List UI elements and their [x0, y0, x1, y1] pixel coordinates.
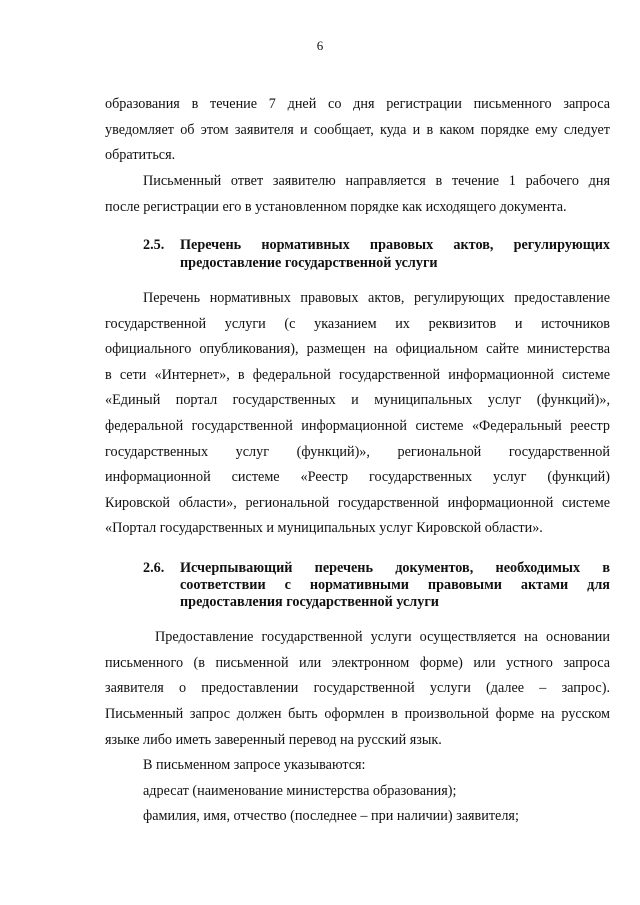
paragraph-line: государственной услуги (с указанием их реквизитов и источников [105, 316, 610, 332]
paragraph-line: заявителя о предоставлении государственной услуги (далее – запрос). [105, 680, 610, 696]
paragraph-line: Перечень нормативных правовых актов, регулирующих предоставление [143, 290, 610, 306]
paragraph-line: Письменный запрос должен быть оформлен в произвольной форме на русском [105, 706, 610, 722]
paragraph-line: информационной системе «Реестр государственных услуг (функций) [105, 469, 610, 485]
section-title: Перечень нормативных правовых актов, регулирующих [180, 237, 610, 253]
paragraph-line: Предоставление государственной услуги осуществляется на основании [155, 629, 610, 645]
paragraph-line: языке либо иметь заверенный перевод на русский язык. [105, 732, 442, 748]
list-item: адресат (наименование министерства образования); [143, 783, 457, 799]
paragraph-line: Кировской области», региональной государственной информационной системе [105, 495, 610, 511]
paragraph-line: уведомляет об этом заявителя и сообщает, куда и в каком порядке ему следует [105, 122, 610, 138]
paragraph-line: письменного (в письменной или электронном форме) или устного запроса [105, 655, 610, 671]
paragraph-line: В письменном запросе указываются: [143, 757, 366, 773]
paragraph-line: Письменный ответ заявителю направляется в течение 1 рабочего дня [143, 173, 610, 189]
paragraph-line: после регистрации его в установленном порядке как исходящего документа. [105, 199, 567, 215]
section-title: соответствии с нормативными правовыми актами для [180, 577, 610, 593]
list-item: фамилия, имя, отчество (последнее – при наличии) заявителя; [143, 808, 519, 824]
section-title: Исчерпывающий перечень документов, необходимых в [180, 560, 610, 576]
paragraph-line: образования в течение 7 дней со дня регистрации письменного запроса [105, 96, 610, 112]
paragraph-line: в сети «Интернет», в федеральной государственной информационной системе [105, 367, 610, 383]
paragraph-line: официального опубликования), размещен на официальном сайте министерства [105, 341, 610, 357]
paragraph-line: федеральной государственной информационной системе «Федеральный реестр [105, 418, 610, 434]
section-title: предоставления государственной услуги [180, 594, 439, 610]
paragraph-line: «Единый портал государственных и муниципальных услуг (функций)», [105, 392, 610, 408]
page-number: 6 [316, 38, 324, 53]
section-number: 2.5. [143, 237, 165, 253]
section-number: 2.6. [143, 560, 165, 576]
paragraph-line: обратиться. [105, 147, 176, 163]
paragraph-line: государственных услуг (функций)», региональной государственной [105, 444, 610, 460]
paragraph-line: «Портал государственных и муниципальных услуг Кировской области». [105, 520, 543, 536]
section-title: предоставление государственной услуги [180, 255, 438, 271]
